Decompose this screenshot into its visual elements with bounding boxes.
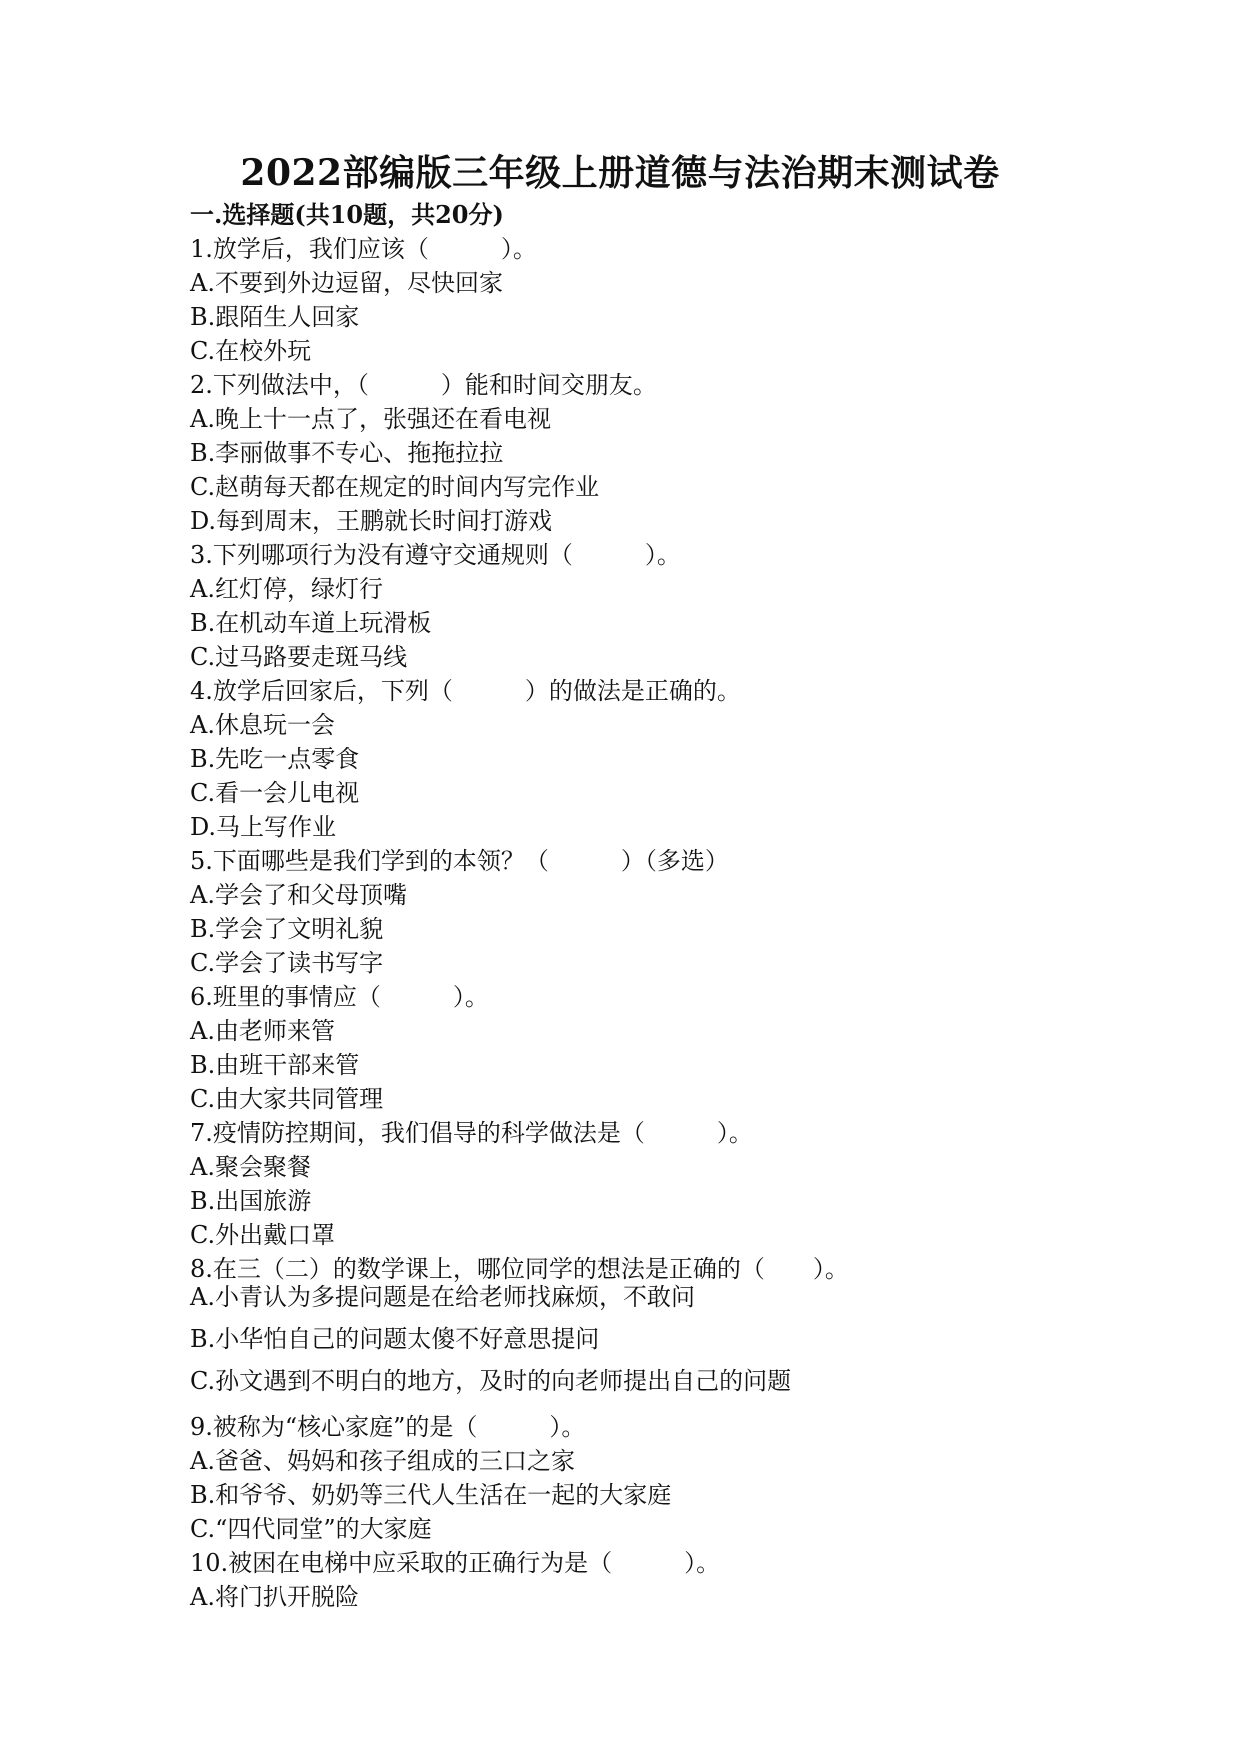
question-1-option-c: C.在校外玩 bbox=[190, 337, 312, 365]
question-7-option-a: A.聚会聚餐 bbox=[190, 1153, 311, 1181]
question-9-option-c: C.“四代同堂”的大家庭 bbox=[190, 1515, 432, 1543]
question-5-stem: 5.下面哪些是我们学到的本领？（ ）（多选） bbox=[190, 847, 729, 875]
question-2-option-d: D.每到周末，王鹏就长时间打游戏 bbox=[190, 507, 553, 535]
question-7-stem: 7.疫情防控期间，我们倡导的科学做法是（ ）。 bbox=[190, 1119, 753, 1147]
question-8-option-a: A.小青认为多提问题是在给老师找麻烦，不敢问 bbox=[190, 1283, 695, 1311]
question-3-option-c: C.过马路要走斑马线 bbox=[190, 643, 408, 671]
question-1-stem: 1.放学后，我们应该（ ）。 bbox=[190, 235, 537, 263]
question-9-option-b: B.和爷爷、奶奶等三代人生活在一起的大家庭 bbox=[190, 1481, 672, 1509]
question-3-stem: 3.下列哪项行为没有遵守交通规则（ ）。 bbox=[190, 541, 681, 569]
question-1-option-b: B.跟陌生人回家 bbox=[190, 303, 360, 331]
question-4-stem: 4.放学后回家后，下列（ ）的做法是正确的。 bbox=[190, 677, 741, 705]
document-title: 2022部编版三年级上册道德与法治期末测试卷 bbox=[240, 152, 1000, 194]
question-4-option-c: C.看一会儿电视 bbox=[190, 779, 360, 807]
question-5-option-c: C.学会了读书写字 bbox=[190, 949, 384, 977]
question-2-option-b: B.李丽做事不专心、拖拖拉拉 bbox=[190, 439, 504, 467]
question-6-option-a: A.由老师来管 bbox=[190, 1017, 335, 1045]
question-6-option-b: B.由班干部来管 bbox=[190, 1051, 360, 1079]
question-list bbox=[190, 232, 1190, 1614]
question-10-option-a: A.将门扒开脱险 bbox=[190, 1583, 359, 1611]
question-3-option-b: B.在机动车道上玩滑板 bbox=[190, 609, 432, 637]
question-8-option-b: B.小华怕自己的问题太傻不好意思提问 bbox=[190, 1325, 600, 1353]
question-9-stem: 9.被称为“核心家庭”的是（ ）。 bbox=[190, 1413, 586, 1441]
question-5-option-a: A.学会了和父母顶嘴 bbox=[190, 881, 407, 909]
question-5-option-b: B.学会了文明礼貌 bbox=[190, 915, 384, 943]
question-4-option-b: B.先吃一点零食 bbox=[190, 745, 360, 773]
section-heading: 一.选择题(共10题，共20分) bbox=[190, 200, 504, 229]
question-8-stem: 8.在三（二）的数学课上，哪位同学的想法是正确的（ ）。 bbox=[190, 1255, 849, 1283]
question-4-option-d: D.马上写作业 bbox=[190, 813, 337, 841]
question-7-option-b: B.出国旅游 bbox=[190, 1187, 312, 1215]
question-6-stem: 6.班里的事情应（ ）。 bbox=[190, 983, 489, 1011]
question-2-option-a: A.晚上十一点了，张强还在看电视 bbox=[190, 405, 551, 433]
question-10-stem: 10.被困在电梯中应采取的正确行为是（ ）。 bbox=[190, 1549, 721, 1577]
question-2-stem: 2.下列做法中，（ ）能和时间交朋友。 bbox=[190, 371, 657, 399]
question-6-option-c: C.由大家共同管理 bbox=[190, 1085, 384, 1113]
question-2-option-c: C.赵萌每天都在规定的时间内写完作业 bbox=[190, 473, 600, 501]
question-9-option-a: A.爸爸、妈妈和孩子组成的三口之家 bbox=[190, 1447, 575, 1475]
question-1-option-a: A.不要到外边逗留，尽快回家 bbox=[190, 269, 503, 297]
question-3-option-a: A.红灯停，绿灯行 bbox=[190, 575, 383, 603]
question-4-option-a: A.休息玩一会 bbox=[190, 711, 335, 739]
question-7-option-c: C.外出戴口罩 bbox=[190, 1221, 336, 1249]
question-8-option-c: C.孙文遇到不明白的地方，及时的向老师提出自己的问题 bbox=[190, 1367, 792, 1395]
